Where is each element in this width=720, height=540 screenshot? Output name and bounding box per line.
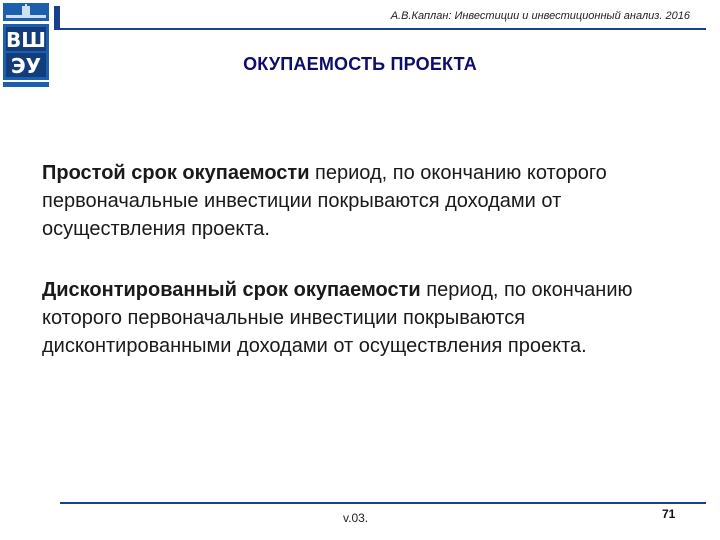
definition-text-discounted-payback: период, по окончанию которого первоначальные инвестиции покрываются дисконтированными доходами от осуществления проекта. [42,279,633,357]
definition-text-simple-payback: период, по окончанию которого первоначальные инвестиции покрываются доходами от осуществления проекта. [42,162,607,240]
page-number: 71 [662,507,676,521]
term-discounted-payback: Дисконтированный срок окупаемости [42,279,421,301]
version-label: v.03. [343,511,369,525]
header-caption: А.В.Каплан: Инвестиции и инвестиционный анализ. 2016 [390,10,690,22]
slide-title: ОКУПАЕМОСТЬ ПРОЕКТА [243,54,477,74]
footer-divider [60,502,706,504]
header-divider [54,28,706,30]
header-accent-bar [54,6,60,28]
definition-simple-payback [42,159,652,243]
logo-letters-bottom: ЭУ [10,54,42,78]
term-simple-payback: Простой срок окупаемости [42,162,310,184]
logo-letters-top: ВШ [6,28,46,52]
university-logo-icon [2,2,50,88]
university-logo [2,2,50,88]
definition-discounted-payback [42,276,652,360]
